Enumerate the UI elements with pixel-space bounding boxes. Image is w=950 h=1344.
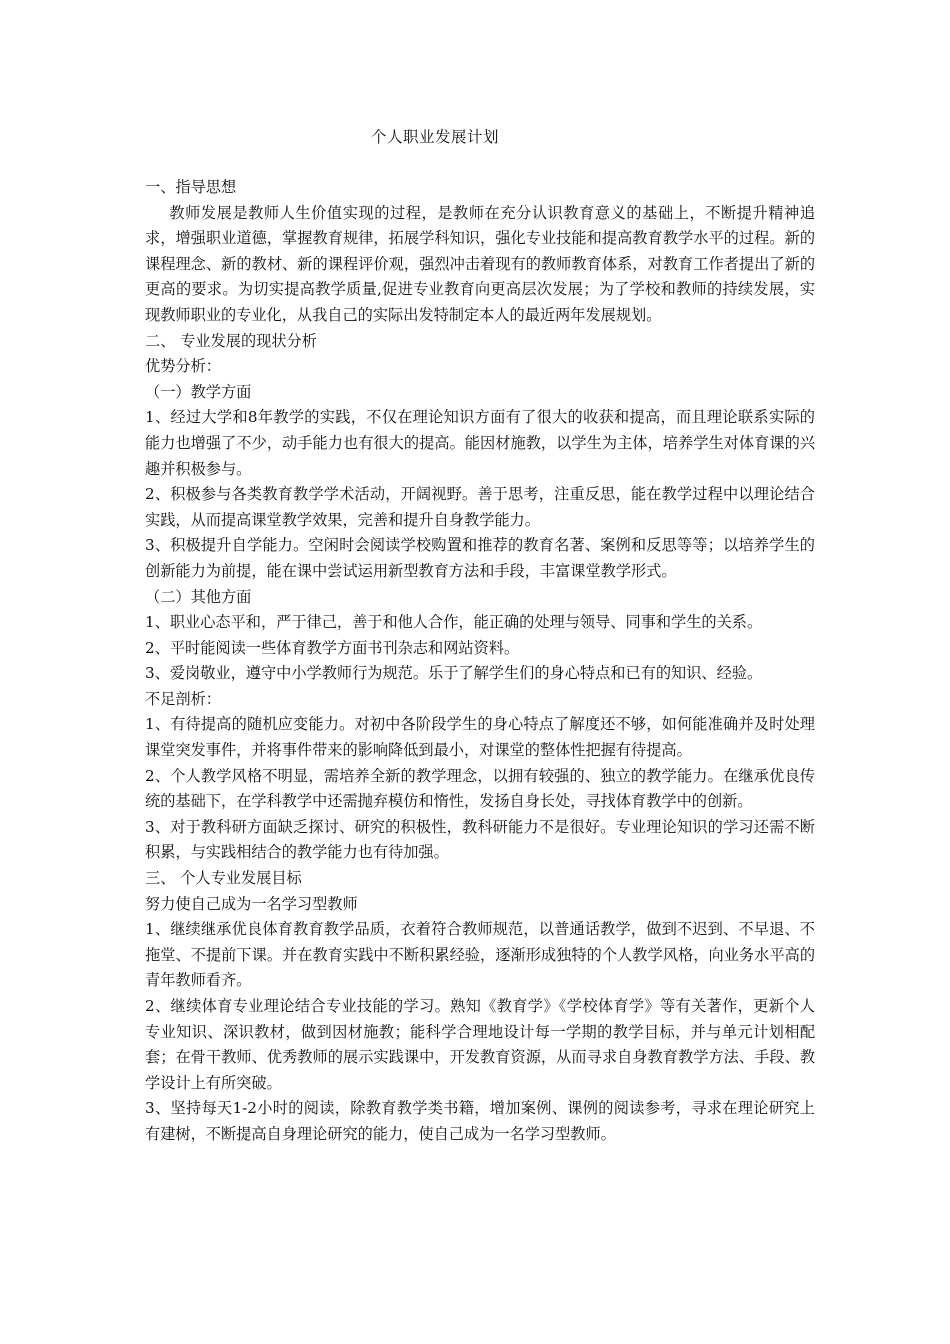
paragraph: 一、指导思想 xyxy=(145,178,237,196)
paragraph: 1、经过大学和8年教学的实践，不仅在理论知识方面有了很大的收获和提高，而且理论联系实际的能力也增强了不少，动手能力也有很大的提高。能因材施教，以学生为主体，培养学生对体育课的兴趣并积极参与。 xyxy=(145,408,815,478)
paragraph: 3、爱岗敬业，遵守中小学教师行为规范。乐于了解学生们的身心特点和已有的知识、经验。 xyxy=(145,664,763,683)
paragraph: 1、继续继承优良体育教育教学品质，衣着符合教师规范，以普通话教学，做到不迟到、不早退、不拖堂、不提前下课。并在教育实践中不断积累经验，逐渐形成独特的个人教学风格，向业务水平高的青年教师看齐。 xyxy=(145,920,815,990)
paragraph: 1、有待提高的随机应变能力。对初中各阶段学生的身心特点了解度还不够，如何能准确并及时处理课堂突发事件，并将事件带来的影响降低到最小，对课堂的整体性把握有待提高。 xyxy=(145,715,815,760)
paragraph: 三、 个人专业发展目标 xyxy=(145,869,302,888)
paragraph: （一）教学方面 xyxy=(145,382,252,401)
paragraph: 2、继续体育专业理论结合专业技能的学习。熟知《教育学》《学校体育学》等有关著作，更新个人专业知识、深识教材，做到因材施教；能科学合理地设计每一学期的教学目标，并与单元计划相配套；在骨干教师、优秀教师的展示实践课中，开发教育资源，从而寻求自身教育教学方法、手段、教学设计上有所突破。 xyxy=(145,997,815,1092)
paragraph: 二、 专业发展的现状分析 xyxy=(145,331,317,350)
document-title: 个人职业发展计划 xyxy=(370,128,499,146)
paragraph: 2、个人教学风格不明显，需培养全新的教学理念，以拥有较强的、独立的教学能力。在继承优良传统的基础下，在学科教学中还需抛弃模仿和惰性，发扬自身长处，寻找体育教学中的创新。 xyxy=(145,766,815,811)
paragraph: 3、坚持每天1-2小时的阅读，除教育教学类书籍，增加案例、课例的阅读参考，寻求在理论研究上有建树，不断提高自身理论研究的能力，使自己成为一名学习型教师。 xyxy=(145,1099,815,1143)
paragraph: 2、平时能阅读一些体育教学方面书刊杂志和网站资料。 xyxy=(145,638,520,657)
paragraph: 3、积极提升自学能力。空闲时会阅读学校购置和推荐的教育名著、案例和反思等等；以培养学生的创新能力为前提，能在课中尝试运用新型教育方法和手段，丰富课堂教学形式。 xyxy=(145,536,815,580)
paragraph: 2、积极参与各类教育教学学术活动，开阔视野。善于思考，注重反思，能在教学过程中以理论结合实践，从而提高课堂教学效果，完善和提升自身教学能力。 xyxy=(145,485,815,529)
document-body xyxy=(145,175,815,1148)
paragraph: 不足剖析： xyxy=(145,689,221,708)
paragraph: 3、对于教科研方面缺乏探讨、研究的积极性，教科研能力不是很好。专业理论知识的学习还需不断积累，与实践相结合的教学能力也有待加强。 xyxy=(145,817,815,862)
paragraph: 优势分析： xyxy=(145,357,221,376)
paragraph: 1、职业心态平和，严于律己，善于和他人合作，能正确的处理与领导、同事和学生的关系。 xyxy=(145,613,763,632)
paragraph: 教师发展是教师人生价值实现的过程，是教师在充分认识教育意义的基础上，不断提升精神追求，增强职业道德，掌握教育规律，拓展学科知识，强化专业技能和提高教育教学水平的过程。新的课程理念、新的教材、新的课程评价观，强烈冲击着现有的教师教育体系，对教育工作者提出了新的更高的要求。为切实提高教学质量,促进专业教育向更高层次发展；为了学校和教师的持续发展，实现教师职业的专业化，从我自己的实际出发特制定本人的最近两年发展规划。 xyxy=(145,203,815,324)
paragraph: （二）其他方面 xyxy=(145,587,252,606)
paragraph: 努力使自己成为一名学习型教师 xyxy=(145,894,358,913)
